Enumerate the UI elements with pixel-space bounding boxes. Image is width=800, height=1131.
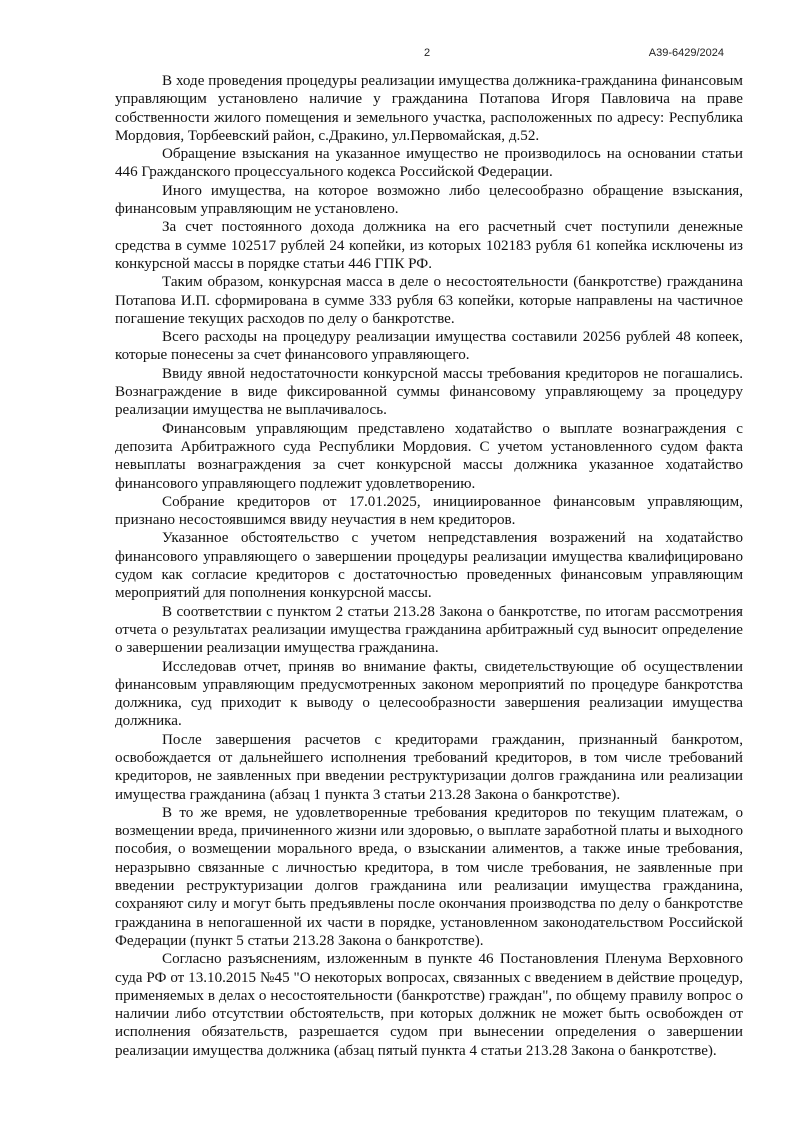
- paragraph: Иного имущества, на которое возможно либо целесообразно обращение взыскания, финансовым управляющим не установлено.: [115, 182, 743, 218]
- paragraph: После завершения расчетов с кредиторами гражданин, признанный банкротом, освобождается от дальнейшего исполнения требований кредиторов, в том числе требований кредиторов, не заявленных при введении реструктуризации долгов гражданина или реализации имущества гражданина (абзац 1 пункта 3 статьи 213.28 Закона о банкротстве).: [115, 731, 743, 803]
- paragraph: В то же время, не удовлетворенные требования кредиторов по текущим платежам, о возмещении вреда, причиненного жизни или здоровью, о выплате заработной платы и выходного пособия, о возмещении морального вреда, о взыскании алиментов, а также иные требования, неразрывно связанные с личностью кредитора, в том числе требования, не заявленные при введении реструктуризации долгов гражданина или реализации имущества гражданина, сохраняют силу и могут быть предъявлены после окончания производства по делу о банкротстве гражданина в непогашенной их части в порядке, установленном законодательством Российской Федерации (пункт 5 статьи 213.28 Закона о банкротстве).: [115, 804, 743, 949]
- paragraph: Финансовым управляющим представлено ходатайство о выплате вознаграждения с депозита Арбитражного суда Республики Мордовия. С учетом установленного судом факта невыплаты вознаграждения за счет конкурсной массы должника указанное ходатайство финансового управляющего подлежит удовлетворению.: [115, 420, 743, 492]
- paragraph: Всего расходы на процедуру реализации имущества составили 20256 рублей 48 копеек, которые понесены за счет финансового управляющего.: [115, 329, 743, 364]
- paragraph: Собрание кредиторов от 17.01.2025, инициированное финансовым управляющим, признано несостоявшимся ввиду неучастия в нем кредиторов.: [115, 493, 743, 529]
- paragraph: В ходе проведения процедуры реализации имущества должника-гражданина финансовым управляющим установлено наличие у гражданина Потапова Игоря Павловича на праве собственности жилого помещения и земельного участка, расположенных по адресу: Республика Мордовия, Торбеевский район, с.Дракино, ул.Первомайская, д.52.: [115, 73, 743, 144]
- paragraph: Согласно разъяснениям, изложенным в пункте 46 Постановления Пленума Верховного суда РФ от 13.10.2015 №45 "О некоторых вопросах, связанных с введением в действие процедур, применяемых в делах о несостоятельности (банкротстве) граждан", по общему правилу вопрос о наличии либо отсутствии обстоятельств, при которых должник не может быть освобожден от исполнения обязательств, разрешается судом при вынесении определения о завершении реализации имущества должника (абзац пятый пункта 4 статьи 213.28 Закона о банкротстве).: [115, 951, 743, 1059]
- paragraph: Ввиду явной недостаточности конкурсной массы требования кредиторов не погашались. Вознаграждение в виде фиксированной суммы финансовому управляющему за процедуру реализации имущества не выплачивалось.: [115, 365, 743, 419]
- paragraph: Обращение взыскания на указанное имущество не производилось на основании статьи 446 Гражданского процессуального кодекса Российской Федерации.: [115, 146, 743, 181]
- case-number: А39-6429/2024: [648, 47, 724, 59]
- paragraph: В соответствии с пунктом 2 статьи 213.28 Закона о банкротстве, по итогам рассмотрения отчета о результатах реализации имущества гражданина арбитражный суд выносит определение о завершении реализации имущества гражданина.: [115, 603, 743, 657]
- paragraph: За счет постоянного дохода должника на его расчетный счет поступили денежные средства в сумме 102517 рублей 24 копейки, из которых 102183 рубля 61 копейка исключены из конкурсной массы в порядке статьи 446 ГПК РФ.: [115, 219, 743, 272]
- paragraph: Таким образом, конкурсная масса в деле о несостоятельности (банкротстве) гражданина Потапова И.П. сформирована в сумме 333 рубля 63 копейки, которые направлены на частичное погашение текущих расходов по делу о банкротстве.: [115, 274, 743, 327]
- page-number: 2: [424, 47, 431, 59]
- document-body: [115, 72, 743, 1060]
- paragraph: Указанное обстоятельство с учетом непредставления возражений на ходатайство финансового управляющего о завершении процедуры реализации имущества квалифицировано судом как согласие кредиторов с достаточностью проведенных финансовым управляющим мероприятий для пополнения конкурсной массы.: [115, 530, 743, 602]
- paragraph: Исследовав отчет, приняв во внимание факты, свидетельствующие об осуществлении финансовым управляющим предусмотренных законом мероприятий по процедуре банкротства должника, суд приходит к выводу о целесообразности завершения реализации имущества должника.: [115, 658, 743, 730]
